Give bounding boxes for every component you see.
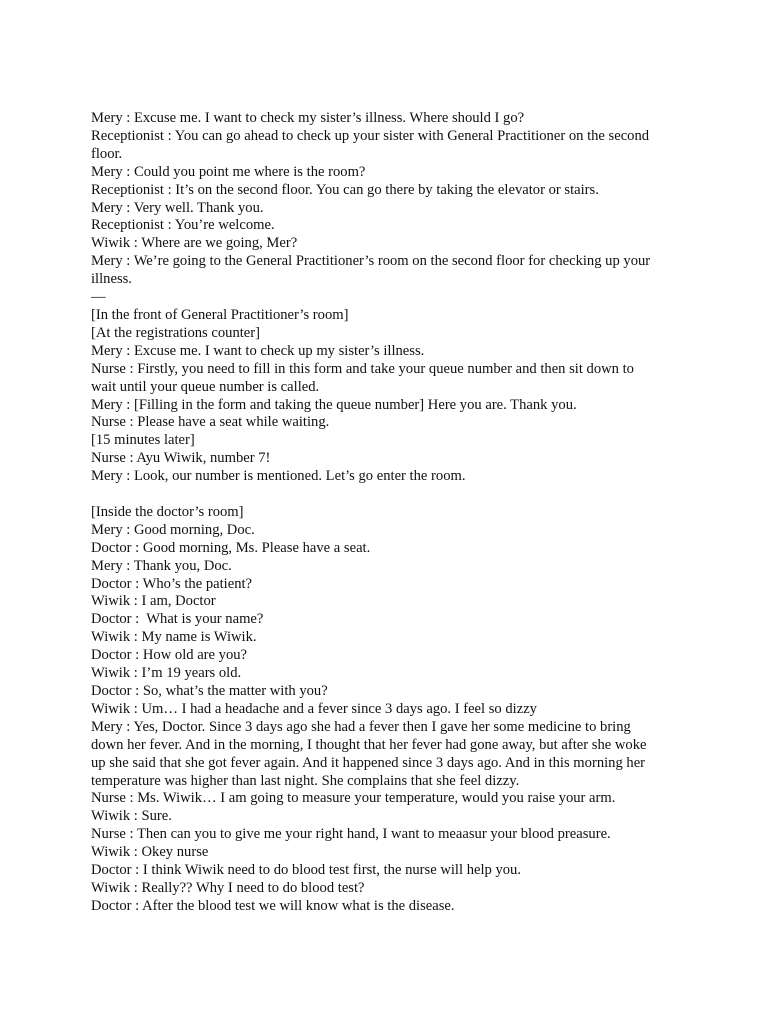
dialogue-line: Nurse : Please have a seat while waiting. (91, 414, 330, 431)
dialogue-line: Mery : Good morning, Doc. (91, 521, 255, 538)
dialogue-line: Doctor : After the blood test we will know what is the disease. (91, 897, 455, 914)
dialogue-line: wait until your queue number is called. (91, 378, 320, 395)
dialogue-line: Wiwik : Okey nurse (91, 844, 209, 861)
dialogue-line: Receptionist : You can go ahead to check up your sister with General Practitioner on the second (91, 127, 650, 144)
document-page (91, 110, 691, 916)
dialogue-line: Nurse : Ms. Wiwik… I am going to measure your temperature, would you raise your arm. (91, 790, 616, 807)
dialogue-line: Mery : Excuse me. I want to check my sister’s illness. Where should I go? (91, 110, 525, 126)
dialogue-line: Wiwik : Really?? Why I need to do blood test? (91, 879, 365, 896)
section-divider: — (91, 289, 106, 306)
dialogue-line: Doctor : I think Wiwik need to do blood test first, the nurse will help you. (91, 862, 522, 879)
dialogue-line: Mery : Could you point me where is the room? (91, 163, 366, 180)
stage-direction: [In the front of General Practitioner’s room] (91, 306, 349, 323)
blank-line (91, 486, 691, 504)
dialogue-line: Mery : Thank you, Doc. (91, 557, 232, 574)
dialogue-line: Mery : Very well. Thank you. (91, 199, 264, 216)
dialogue-line: Nurse : Then can you to give me your right hand, I want to meaasur your blood preasure. (91, 826, 611, 843)
dialogue-line: Doctor : Good morning, Ms. Please have a seat. (91, 539, 371, 556)
dialogue-line: Doctor : What is your name? (91, 611, 264, 628)
dialogue-line: Receptionist : It’s on the second floor. You can go there by taking the elevator or stairs. (91, 181, 599, 198)
dialogue-line: Wiwik : Where are we going, Mer? (91, 235, 298, 252)
dialogue-line: Doctor : Who’s the patient? (91, 575, 253, 592)
dialogue-line: Wiwik : Sure. (91, 808, 172, 825)
stage-direction: [Inside the doctor’s room] (91, 503, 244, 520)
dialogue-line: Mery : We’re going to the General Practitioner’s room on the second floor for checking up your (91, 253, 651, 270)
dialogue-line: Nurse : Firstly, you need to fill in this form and take your queue number and then sit down to (91, 360, 634, 377)
dialogue-line: Wiwik : My name is Wiwik. (91, 629, 257, 646)
dialogue-line: Receptionist : You’re welcome. (91, 217, 275, 234)
dialogue-line: Doctor : How old are you? (91, 647, 248, 664)
dialogue-line: Mery : Look, our number is mentioned. Let’s go enter the room. (91, 468, 466, 485)
dialogue-line: temperature was higher than last night. She complains that she feel dizzy. (91, 772, 520, 789)
dialogue-line: Mery : [Filling in the form and taking the queue number] Here you are. Thank you. (91, 396, 577, 413)
dialogue-line: Doctor : So, what’s the matter with you? (91, 682, 328, 699)
dialogue-line: Wiwik : I am, Doctor (91, 593, 216, 610)
dialogue-line: Mery : Excuse me. I want to check up my sister’s illness. (91, 342, 425, 359)
dialogue-line: down her fever. And in the morning, I thought that her fever had gone away, but after she woke (91, 736, 647, 753)
dialogue-line: Mery : Yes, Doctor. Since 3 days ago she had a fever then I gave her some medicine to bring (91, 718, 631, 735)
dialogue-line: Wiwik : I’m 19 years old. (91, 665, 242, 682)
dialogue-line: Wiwik : Um… I had a headache and a fever since 3 days ago. I feel so dizzy (91, 700, 537, 717)
dialogue-line: floor. (91, 145, 123, 162)
stage-direction: [At the registrations counter] (91, 324, 260, 341)
dialogue-line: up she said that she got fever again. And it happened since 3 days ago. And in this morning her (91, 754, 646, 771)
stage-direction: [15 minutes later] (91, 432, 195, 449)
dialogue-line: illness. (91, 271, 132, 288)
dialogue-line: Nurse : Ayu Wiwik, number 7! (91, 450, 271, 467)
